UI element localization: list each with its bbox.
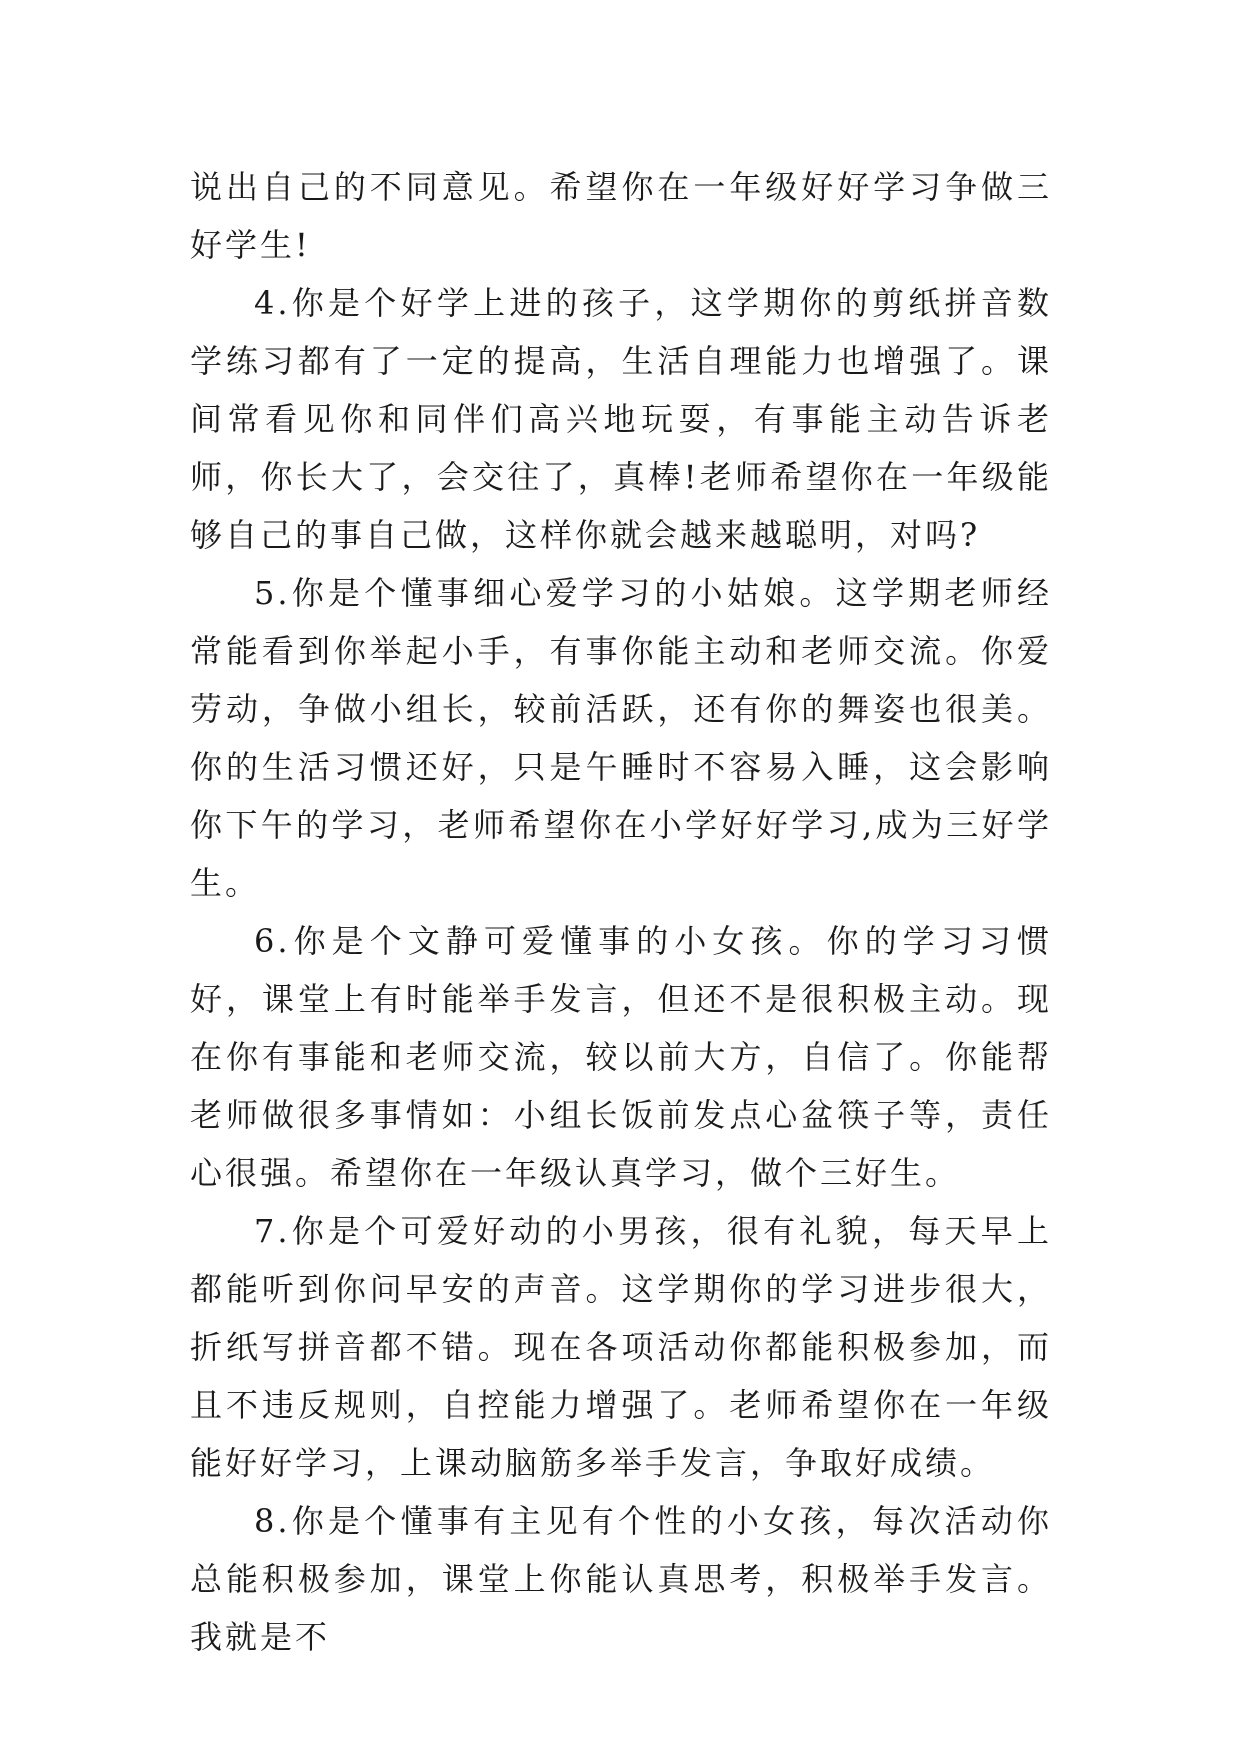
paragraph-item-8: 8.你是个懂事有主见有个性的小女孩，每次活动你总能积极参加，课堂上你能认真思考，积极举手发言。我就是不 [190, 1502, 1052, 1656]
paragraph-item-7: 7.你是个可爱好动的小男孩，很有礼貌，每天早上都能听到你问早安的声音。这学期你的学习进步很大，折纸写拼音都不错。现在各项活动你都能积极参加，而且不违反规则，自控能力增强了。老师希望你在一年级能好好学习，上课动脑筋多举手发言，争取好成绩。 [190, 1212, 1052, 1482]
paragraph-continued: 说出自己的不同意见。希望你在一年级好好学习争做三好学生! [190, 168, 1052, 264]
paragraph-item-6: 6.你是个文静可爱懂事的小女孩。你的学习习惯好，课堂上有时能举手发言，但还不是很积极主动。现在你有事能和老师交流，较以前大方，自信了。你能帮老师做很多事情如：小组长饭前发点心盆筷子等，责任心很强。希望你在一年级认真学习，做个三好生。 [190, 922, 1052, 1192]
paragraph-item-5: 5.你是个懂事细心爱学习的小姑娘。这学期老师经常能看到你举起小手，有事你能主动和老师交流。你爱劳动，争做小组长，较前活跃，还有你的舞姿也很美。你的生活习惯还好，只是午睡时不容易入睡，这会影响你下午的学习，老师希望你在小学好好学习,成为三好学生。 [190, 574, 1052, 902]
paragraph-item-4: 4.你是个好学上进的孩子，这学期你的剪纸拼音数学练习都有了一定的提高，生活自理能力也增强了。课间常看见你和同伴们高兴地玩耍，有事能主动告诉老师，你长大了，会交往了，真棒!老师希望你在一年级能够自己的事自己做，这样你就会越来越聪明，对吗? [190, 284, 1052, 554]
document-body [190, 158, 1052, 1666]
